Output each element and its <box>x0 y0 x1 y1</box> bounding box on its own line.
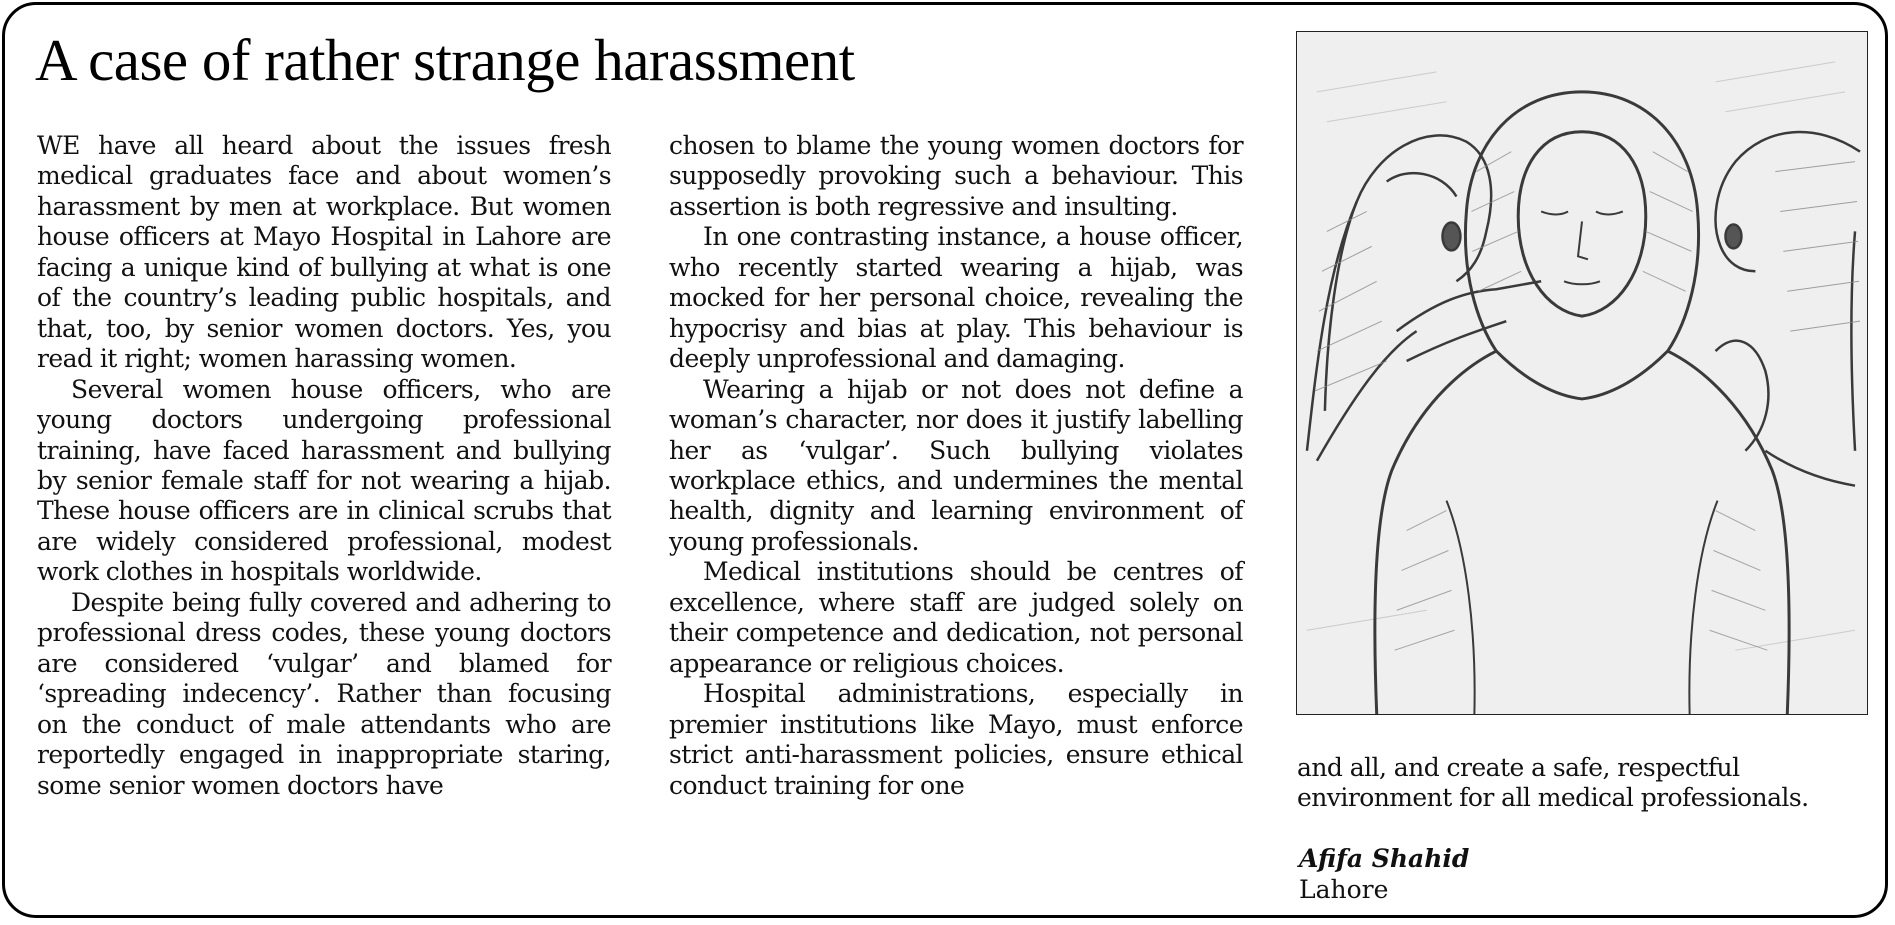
letter-signature <box>1299 843 1469 905</box>
article-column-2 <box>669 131 1243 801</box>
paragraph: Medical institutions should be centres of excellence, where staff are judged solely on their competence and dedication, not personal appearance or religious choices. <box>669 557 1243 678</box>
paragraph: Wearing a hijab or not does not define a woman’s character, nor does it justify labelling her as ‘vulgar’. Such bullying violates workplace ethics, and undermines the mental health, dignity and learning environment of young professionals. <box>669 374 1243 556</box>
paragraph: and all, and create a safe, respectful environment for all medical professionals. <box>1297 753 1809 813</box>
paragraph: Despite being fully covered and adhering to professional dress codes, these young doctors are considered ‘vulgar’ and blamed for ‘spreading indecency’. Rather than focusing on the conduct of male attendants who are reportedly engaged in inappropriate staring, some senior women doctors have <box>37 587 611 800</box>
article-column-1 <box>37 131 611 801</box>
article-column-3 <box>1297 753 1867 814</box>
author-name: Afifa Shahid <box>1299 844 1470 873</box>
paragraph: Hospital administrations, especially in premier institutions like Mayo, must enforce strict anti-harassment policies, ensure ethical conduct training for one <box>669 679 1243 800</box>
sketch-woman-in-hijab-icon <box>1296 31 1868 715</box>
paragraph: chosen to blame the young women doctors for supposedly provoking such a behaviour. This assertion is both regressive and insulting. <box>669 131 1243 221</box>
author-location: Lahore <box>1299 875 1389 904</box>
illustration-drawing <box>1297 32 1867 714</box>
paragraph: In one contrasting instance, a house officer, who recently started wearing a hijab, was mocked for her personal choice, revealing the hypocrisy and bias at play. This behaviour is deeply unprofessional and damaging. <box>669 222 1243 374</box>
paragraph: Several women house officers, who are young doctors undergoing professional training, have faced harassment and bullying by senior female staff for not wearing a hijab. These house officers are in clinical scrubs that are widely considered professional, modest work clothes in hospitals worldwide. <box>37 374 611 587</box>
paragraph: WE have all heard about the issues fresh medical graduates face and about women’s harassment by men at workplace. But women house officers at Mayo Hospital in Lahore are facing a unique kind of bullying at what is one of the country’s leading public hospitals, and that, too, by senior women doctors. Yes, you read it right; women harassing women. <box>37 131 611 374</box>
article-headline: A case of rather strange harassment <box>35 27 855 93</box>
letter-clipping <box>2 2 1888 918</box>
